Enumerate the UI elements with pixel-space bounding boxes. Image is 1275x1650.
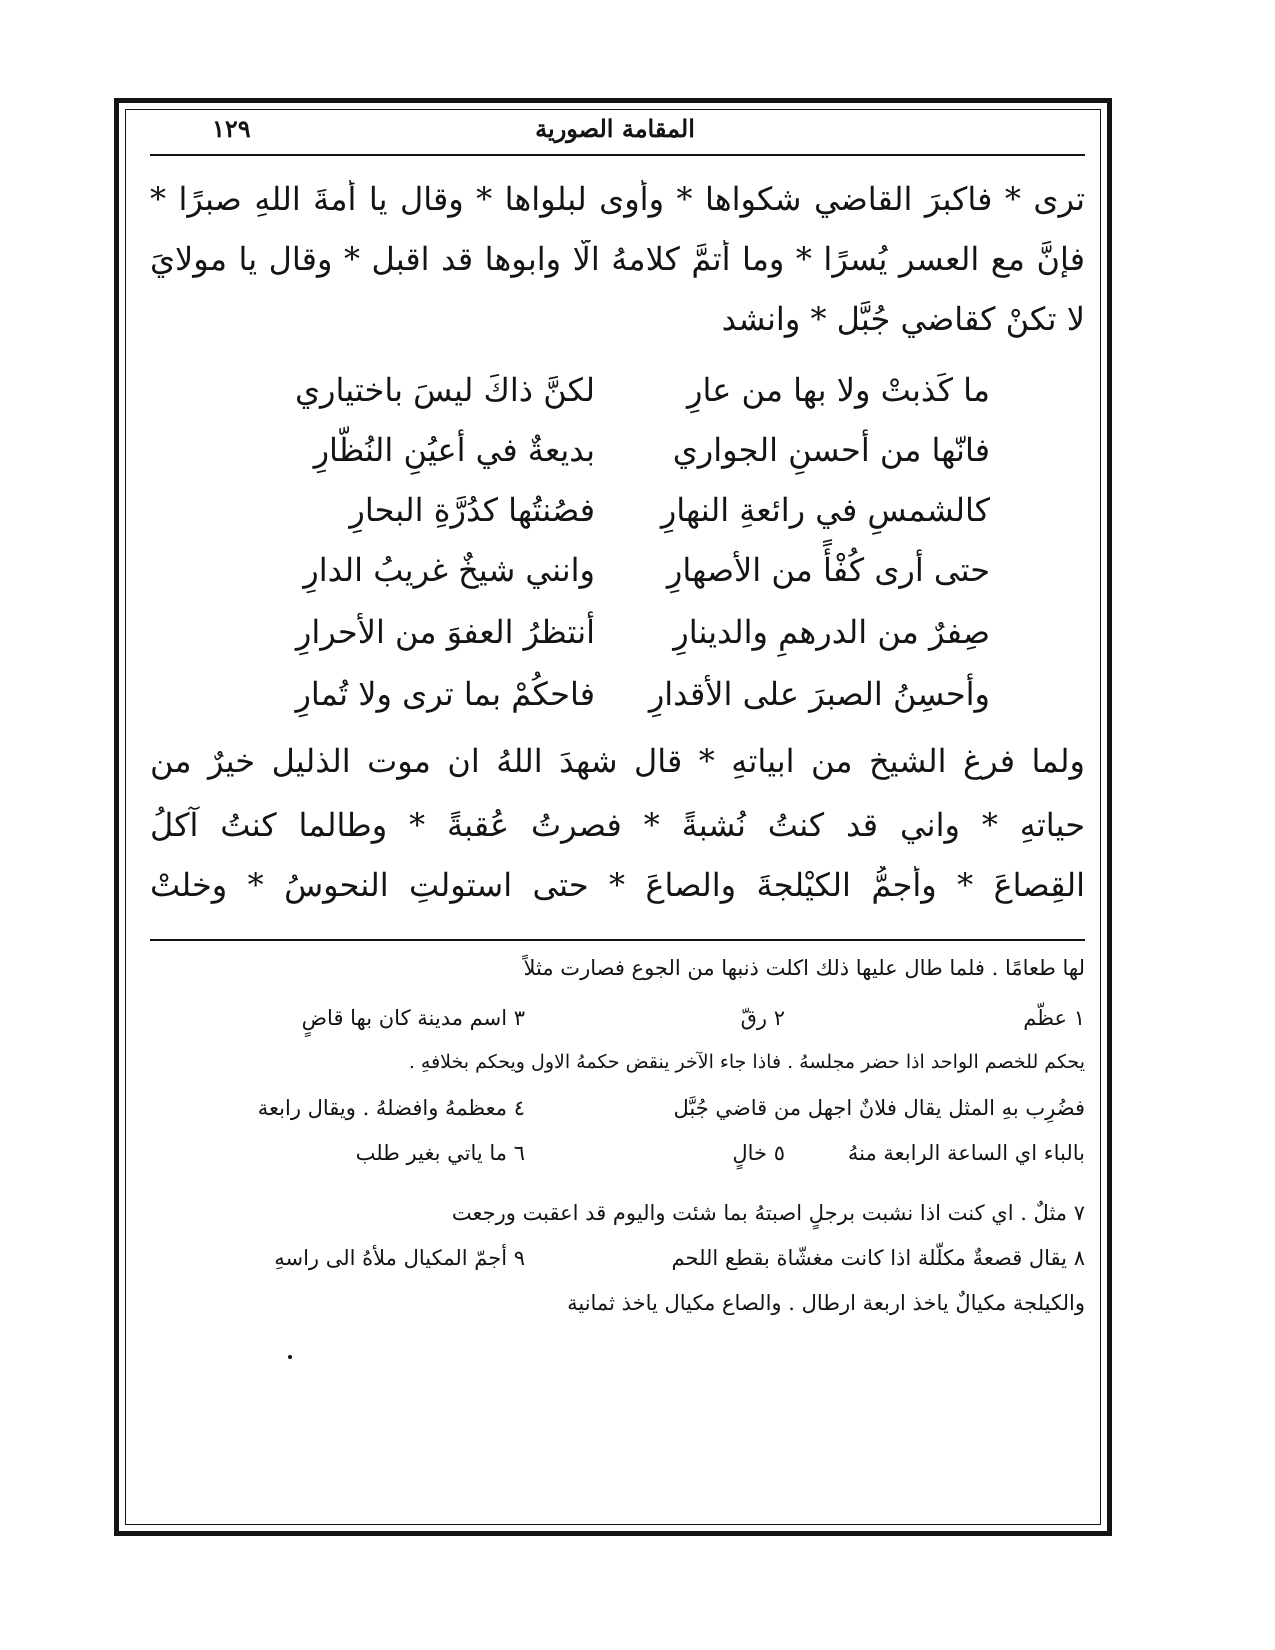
prose-line: حياتهِ * واني قد كنتُ نُشبةً * فصرتُ عُقبةً * وطالما كنتُ آكلُ bbox=[150, 806, 1085, 844]
verse-line bbox=[210, 610, 990, 666]
footnote-3-continuation: فضُرِب بهِ المثل يقال فلانٌ اجهل من قاضي جُبَّل bbox=[673, 1096, 1085, 1120]
footnote-3: ٣ اسم مدينة كان بها قاضٍ bbox=[301, 1006, 525, 1030]
footnote-line bbox=[150, 1288, 1085, 1328]
footnote-4-continuation: بالباء اي الساعة الرابعة منهُ bbox=[847, 1141, 1085, 1165]
verse-first-hemistich: كالشمسِ في رائعةِ النهارِ bbox=[660, 491, 990, 529]
footnote-continuation: لها طعامًا . فلما طال عليها ذلك اكلت ذنبها من الجوع فصارت مثلاً bbox=[523, 956, 1085, 980]
footnote-line bbox=[150, 1003, 1085, 1043]
footnote-9: ٩ أجمّ المكيال ملأهُ الى راسهِ bbox=[274, 1246, 525, 1270]
footnote-9-continuation: والكيلجة مكيالٌ ياخذ اربعة ارطال . والصاع مكيال ياخذ ثمانية bbox=[567, 1291, 1085, 1315]
verse-second-hemistich: وانني شيخٌ غريبُ الدارِ bbox=[303, 551, 595, 589]
page-header bbox=[150, 110, 1080, 154]
footnote-line bbox=[150, 1093, 1085, 1133]
footnote-line bbox=[150, 1243, 1085, 1283]
footnote-line bbox=[150, 1048, 1085, 1088]
footnote-5: ٥ خالٍ bbox=[732, 1141, 785, 1165]
page-number: ١٢٩ bbox=[212, 114, 251, 143]
verse-first-hemistich: حتى أرى كُفْأً من الأصهارِ bbox=[666, 551, 990, 589]
verse-line bbox=[210, 548, 990, 604]
footnote-4: ٤ معظمهُ وافضلهُ . ويقال رابعة bbox=[257, 1096, 525, 1120]
footnote-separator bbox=[150, 939, 1085, 941]
verse-first-hemistich: فانّها من أحسنِ الجواري bbox=[672, 431, 990, 469]
verse-line bbox=[210, 368, 990, 424]
verse-second-hemistich: أنتظرُ العفوَ من الأحرارِ bbox=[295, 613, 595, 651]
chapter-title: المقامة الصورية bbox=[535, 114, 695, 143]
footnote-3-continuation: يحكم للخصم الواحد اذا حضر مجلسهُ . فاذا جاء الآخر ينقض حكمهُ الاول ويحكم بخلافهِ . bbox=[408, 1051, 1085, 1073]
footnote-7: ٧ مثلٌ . اي كنت اذا نشبت برجلٍ اصبتهُ بما شئت واليوم قد اعقبت ورجعت bbox=[451, 1201, 1085, 1225]
footnote-line bbox=[150, 1138, 1085, 1178]
verse-first-hemistich: صِفرٌ من الدرهمِ والدينارِ bbox=[673, 613, 990, 651]
footnote-line bbox=[150, 1198, 1085, 1238]
prose-line: القِصاعَ * وأجمُّ الكيْلجةَ والصاعَ * حتى استولتِ النحوسُ * وخلتْ bbox=[150, 866, 1085, 904]
ink-speck bbox=[288, 1355, 292, 1359]
verse-line bbox=[210, 488, 990, 544]
footnote-6: ٦ ما ياتي بغير طلب bbox=[355, 1141, 525, 1165]
verse-second-hemistich: فاحكُمْ بما ترى ولا تُمارِ bbox=[295, 675, 595, 713]
header-rule bbox=[150, 154, 1085, 156]
verse-second-hemistich: فصُنتُها كدُرَّةِ البحارِ bbox=[349, 491, 595, 529]
footnote-8: ٨ يقال قصعةٌ مكلّلة اذا كانت مغشّاة بقطع اللحم bbox=[671, 1246, 1085, 1270]
footnote-line bbox=[150, 953, 1085, 993]
verse-second-hemistich: لكنَّ ذاكَ ليسَ باختياري bbox=[294, 371, 595, 409]
verse-first-hemistich: ما كَذبتْ ولا بها من عارِ bbox=[686, 371, 990, 409]
verse-first-hemistich: وأحسِنُ الصبرَ على الأقدارِ bbox=[648, 675, 990, 713]
prose-line: ولما فرغ الشيخ من ابياتهِ * قال شهدَ اللهُ ان موت الذليل خيرٌ من bbox=[150, 742, 1085, 780]
verse-line bbox=[210, 672, 990, 728]
prose-line: لا تكنْ كقاضي جُبَّل * وانشد bbox=[721, 300, 1085, 338]
verse-line bbox=[210, 428, 990, 484]
prose-line: ترى * فاكبرَ القاضي شكواها * وأوى لبلواها * وقال يا أمةَ اللهِ صبرًا * bbox=[150, 180, 1085, 218]
footnote-2: ٢ رقّ bbox=[740, 1006, 785, 1030]
footnote-1: ١ عظّم bbox=[1023, 1006, 1085, 1030]
prose-line: فإنَّ مع العسر يُسرًا * وما أتمَّ كلامهُ الّا وابوها قد اقبل * وقال يا مولايَ bbox=[150, 240, 1085, 278]
verse-second-hemistich: بديعةٌ في أعيُنِ النُظّارِ bbox=[313, 431, 595, 469]
